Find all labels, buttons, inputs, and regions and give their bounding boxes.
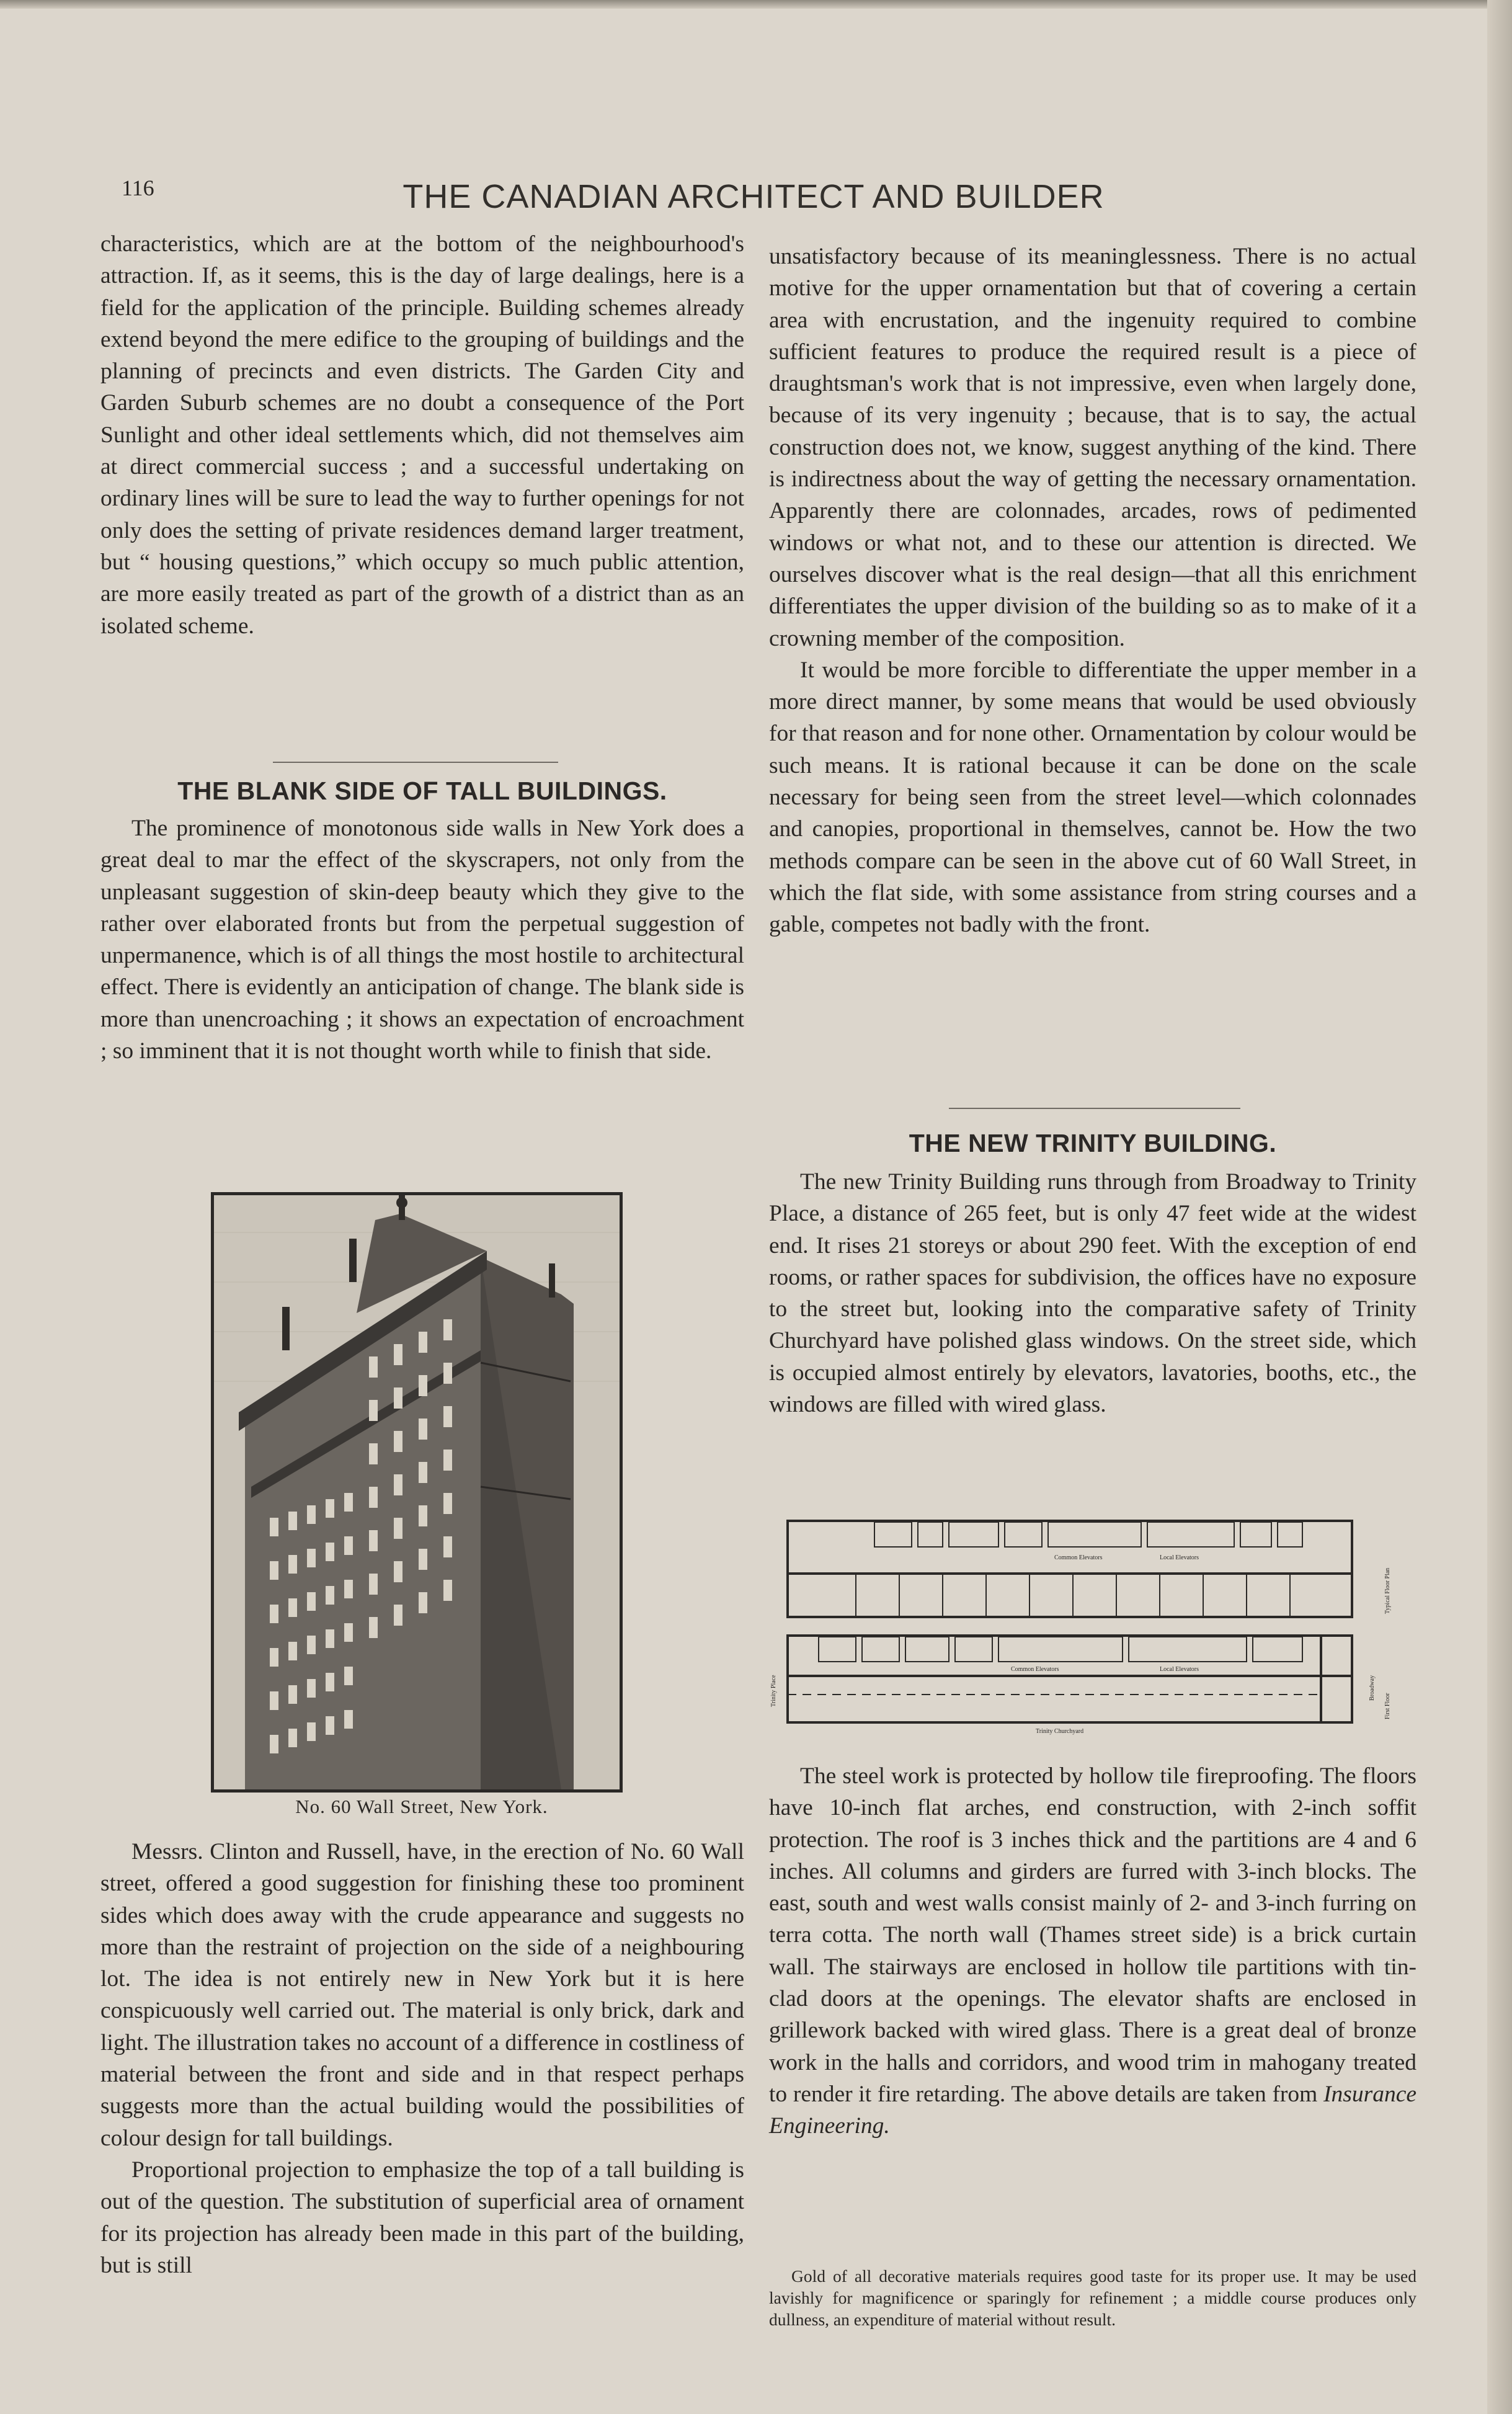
typical-floor-plan-label: Typical Floor Plan	[1384, 1567, 1391, 1614]
first-local-elevators-label: Local Elevators	[1160, 1666, 1199, 1673]
building-illustration	[214, 1195, 620, 1789]
paragraph-more-forcible: It would be more forcible to differentiate the upper member in a more direct manner, by some means that would be used obviously for that reason and for none other. Ornamentation by colour would be such means. It is rational because it can be done on the scale necessary for being seen from the street level—which colonnades and canopies, proportional in themselves, cannot be. How the two methods compare can be seen in the above cut of 60 Wall Street, in which the flat side, with some assistance from string courses and a gable, competes not badly with the front.	[769, 657, 1416, 938]
typical-common-elevators-label: Common Elevators	[1054, 1554, 1103, 1561]
footnote-text: Gold of all decorative materials requires good taste for its proper use. It may be used lavishly for magnificence or sparingly for refinement ; a middle course produces only dullness, an expenditure of material without result.	[769, 2266, 1416, 2329]
broadway-label: Broadway	[1369, 1675, 1376, 1701]
first-common-elevators-label: Common Elevators	[1011, 1666, 1059, 1673]
section-heading-trinity: THE NEW TRINITY BUILDING.	[909, 1129, 1277, 1157]
page-top-edge	[0, 0, 1512, 9]
section-divider-1	[273, 762, 558, 763]
right-column-section	[769, 1166, 1416, 1420]
section-divider-2	[949, 1108, 1240, 1109]
section-heading-blank-side: THE BLANK SIDE OF TALL BUILDINGS.	[177, 777, 667, 805]
running-head: THE CANADIAN ARCHITECT AND BUILDER	[402, 178, 1105, 215]
blank-side-paragraph: The prominence of monotonous side walls in New York does a great deal to mar the effect of the skyscrapers, not only from the unpleasant suggestion of skin-deep beauty which they give to the rather over elaborated fronts but from the perpetual suggestion of unpermanence, which is of all things the most hostile to architectural effect. There is evidently an anticipation of change. The blank side is more than unencroaching ; it shows an expectation of encroachment ; so imminent that it is not thought worth while to finish that side.	[100, 816, 744, 1064]
paragraph-proportional-projection: Proportional projection to emphasize the top of a tall building is out of the question. The substitution of superficial area of ornament for its projection has already been made in this part of the building, but is still	[100, 2157, 744, 2278]
paragraph-clinton-russell: Messrs. Clinton and Russell, have, in the erection of No. 60 Wall street, offered a good suggestion for finishing these too prominent sides which does away with the crude appearance and suggests no more than the restraint of projection on the side of a neighbouring lot. The idea is not entirely new in New York but it is here conspicuously well carried out. The material is only brick, dark and light. The illustration takes no account of a difference in costliness of material between the front and side and in that respect perhaps suggests more than the actual building would the possibilities of colour design for tall buildings.	[100, 1839, 744, 2151]
steel-work-text: The steel work is protected by hollow tile fireproofing. The floors have 10-inch flat arches, end construction, with 2-inch soffit protection. The roof is 3 inches thick and the partitions are 4 and 6 inches. All columns and girders are furred with 3-inch blocks. The east, south and west walls consist mainly of 2- and 3-inch furring on terra cotta. The north wall (Thames street side) is a brick curtain wall. The stairways are enclosed in hollow tile partitions with tin-clad doors at the openings. The elevator shafts are enclosed in grillework backed with wired glass. There is a great deal of bronze work in the halls and corridors, and wood trim in mahogany treated to render it fire retarding. The above details are taken from	[769, 1763, 1416, 2107]
source-citation: Insurance Engineering.	[769, 2081, 1416, 2139]
left-column-section	[100, 813, 744, 1067]
figure-caption: No. 60 Wall Street, New York.	[295, 1796, 548, 1817]
trinity-place-label: Trinity Place	[770, 1675, 777, 1707]
trinity-paragraph: The new Trinity Building runs through from Broadway to Trinity Place, a distance of 265 feet, but is only 47 feet wide at the widest end. It rises 21 storeys or about 290 feet. With the exception of end rooms, or rather spaces for subdivision, the offices have no exposure to the street but, looking into the comparative safety of Trinity Churchyard have polished glass windows. On the street side, which is occupied almost entirely by elevators, lavatories, booths, etc., the windows are filled with wired glass.	[769, 1169, 1416, 1418]
page-number: 116	[122, 176, 154, 200]
first-floor-label: First Floor	[1384, 1693, 1391, 1719]
floor-plans-figure	[763, 1508, 1408, 1738]
floor-plan-drawing	[763, 1508, 1408, 1738]
page-right-edge	[1487, 0, 1512, 2414]
intro-paragraph: characteristics, which are at the bottom of the neighbourhood's attraction. If, as it seems, this is the day of large dealings, here is a field for the application of the principle. Building schemes already extend beyond the mere edifice to the grouping of buildings and the planning of precincts and even districts. The Garden City and Garden Suburb schemes are no doubt a consequence of the Port Sunlight and other ideal settlements which, did not themselves aim at direct commercial success ; and a successful undertaking on ordinary lines will be sure to lead the way to further openings for not only does the setting of private residences demand larger treatment, but “ housing questions,” which occupy so much public attention, are more easily treated as part of the growth of a district than as an isolated scheme.	[100, 231, 744, 639]
right-column-bottom	[769, 1760, 1416, 2142]
wall-street-building-photo	[211, 1192, 623, 1793]
right-column-top	[769, 241, 1416, 941]
footnote	[769, 2265, 1416, 2330]
churchyard-label: Trinity Churchyard	[1036, 1728, 1084, 1735]
left-column-top	[100, 228, 744, 642]
paragraph-unsatisfactory: unsatisfactory because of its meaninglessness. There is no actual motive for the upper ornamentation but that of covering a certain area with encrustation, and the ingenuity required to combine sufficient features to produce the required result is a piece of draughtsman's work that is not impressive, even when largely done, because of its very ingenuity ; because, that is to say, the actual construction does not, we know, suggest anything of the kind. There is indirectness about the way of getting the necessary ornamentation. Apparently there are colonnades, arcades, rows of pedimented windows or what not, and to these our attention is directed. We ourselves discover what is the real design—that all this enrichment differentiates the upper division of the building so as to make of it a crowning member of the composition.	[769, 244, 1416, 651]
typical-local-elevators-label: Local Elevators	[1160, 1554, 1199, 1561]
left-column-bottom	[100, 1836, 744, 2281]
steel-work-paragraph	[769, 1760, 1416, 2142]
